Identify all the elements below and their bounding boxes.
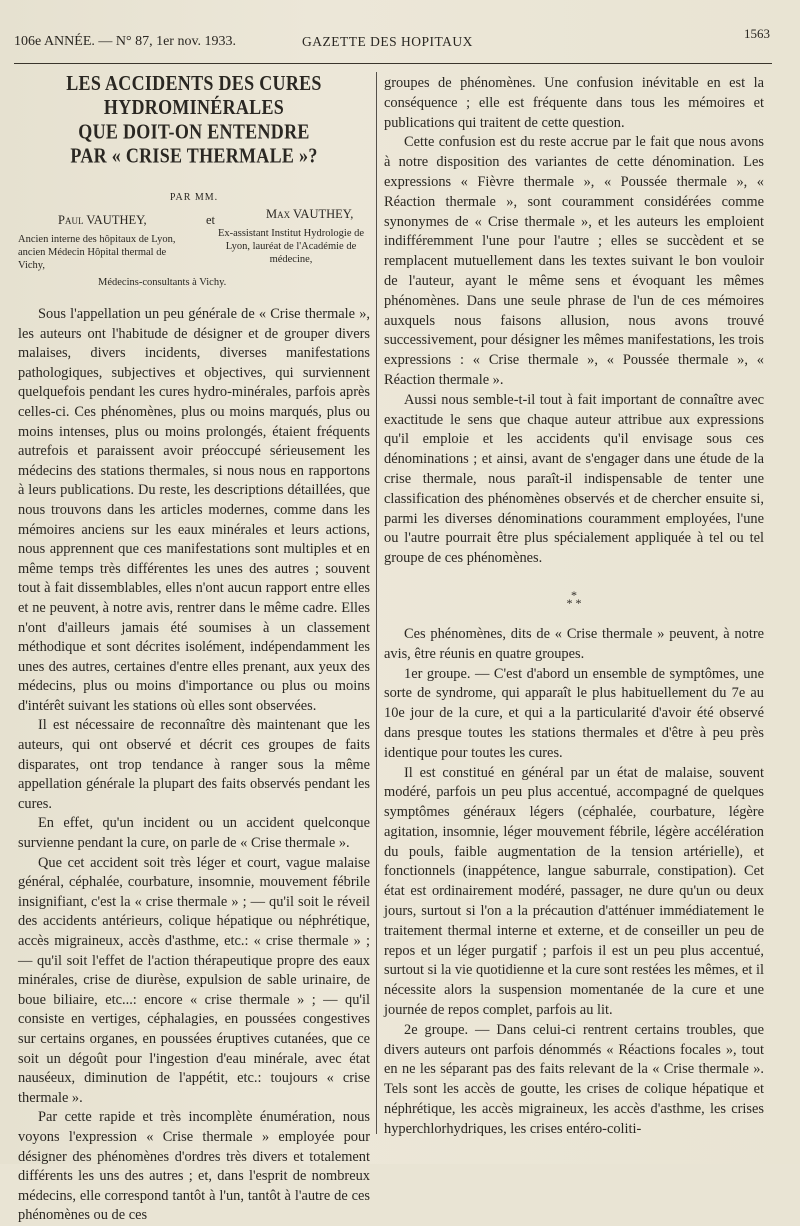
right-body bbox=[384, 74, 764, 1140]
paragraph: Ces phénomènes, dits de « Crise thermale » peuvent, à notre avis, être réunis en quatre groupes. bbox=[384, 625, 764, 662]
column-divider bbox=[376, 72, 377, 1134]
right-column bbox=[384, 74, 764, 1140]
author-2-credentials: Ex-assistant Institut Hydrologie de Lyon, lauréat de l'Académie de médecine, bbox=[217, 228, 365, 265]
title-line: LES ACCIDENTS DES CURES HYDROMINÉRALES bbox=[66, 71, 322, 119]
byline-prefix: PAR MM. bbox=[169, 192, 219, 203]
paragraph-continued: groupes de phénomènes. Une confusion inévitable en est la conséquence ; elle est fréquente dans tous les mémoires et publications qui traitent de cette question. bbox=[384, 75, 764, 131]
author-1-name: Paul VAUTHEY, bbox=[58, 213, 147, 227]
paragraph: 1er groupe. — C'est d'abord un ensemble de symptômes, une sorte de syndrome, qui apparaît le plus habituellement du 7e au 10e jour de la cure, et qui a la particularité d'avoir été observé dans presque toutes les stations thermales et d'être à peu près identique pour toutes les cures. bbox=[384, 665, 764, 761]
title-line: QUE DOIT-ON ENTENDRE bbox=[78, 120, 310, 143]
paragraph: Il est constitué en général par un état de malaise, souvent modéré, parfois un peu plus accentué, accompagné de quelques symptômes généraux légers (céphalée, courbature, légère agitation, insomnie, léger mouvement fébrile, légère accélération du pouls, faible augmentation de la tension artérielle), et fonctionnels (inappétence, langue saburrale, constipation). Cet état est ordinairement modéré, passager, ne dure qu'un ou deux jours, surtout si l'on a la précaution d'atténuer immédiatement le traitement thermal interne et externe, et de conseiller un peu de repos et un léger purgatif ; parfois il est un peu plus accentué, surtout si la vie quotidienne et la cure sont restées les mêmes, et il nécessite alors la suspension momentanée de la cure et une journée de repos complet, parfois au lit. bbox=[384, 764, 764, 1019]
section-separator bbox=[384, 587, 764, 610]
authors-consultants: Médecins-consultants à Vichy. bbox=[98, 277, 227, 288]
issue-info: 106e ANNÉE. — N° 87, 1er nov. 1933. bbox=[14, 34, 237, 49]
author-1-credentials: Ancien interne des hôpitaux de Lyon, ancien Médecin Hôpital thermal de Vichy, bbox=[18, 234, 176, 271]
left-column bbox=[18, 71, 370, 1226]
author-2-name: Max VAUTHEY, bbox=[266, 207, 354, 221]
page-number: 1563 bbox=[744, 26, 770, 41]
header-rule bbox=[14, 63, 772, 64]
paragraph: En effet, qu'un incident ou un accident quelconque survienne pendant la cure, on parle de « Crise thermale ». bbox=[18, 815, 370, 852]
paragraph: Cette confusion est du reste accrue par le fait que nous avons à notre disposition des variantes de cette dénomination. Les expressions « Fièvre thermale », « Poussée thermale », « Réaction thermale », sont couramment considérées comme synonymes de « Crise thermale », et les auteurs les emploient indifféremment l'une pour l'autre ; elles se succèdent et se remplacent mutuellement dans les textes suivant le bon vouloir de l'auteur, ayant le même sens et évoquant les mêmes phénomènes. Dans une seule phrase de l'un de ces mémoires auxquels nous faisons allusion, nous avons trouvé successivement, pour désigner les mêmes manifestations, les trois expressions : « Crise thermale », « Poussée thermale », « Réaction thermale ». bbox=[384, 134, 764, 388]
author-conjunction: et bbox=[206, 213, 216, 227]
title-line: PAR « CRISE THERMALE »? bbox=[70, 144, 318, 168]
paragraph: Par cette rapide et très incomplète énumération, nous voyons l'expression « Crise thermale » employée pour désigner des phénomènes d'ordres très divers et totalement différents les uns des autres ; et, dans l'esprit de nombreux médecins, elle correspond tantôt à l'un, tantôt à l'autre de ces phénomènes ou de ces bbox=[18, 1109, 370, 1224]
left-body bbox=[18, 305, 370, 1226]
authors-block bbox=[18, 207, 370, 305]
publication-name: GAZETTE DES HOPITAUX bbox=[302, 34, 473, 49]
paragraph: Aussi nous semble-t-il tout à fait important de connaître avec exactitude le sens que chaque auteur attribue aux expressions qu'il emploie et les accidents qu'il envisage sous ces dénominations ; et ainsi, avant de s'engager dans une étude de la crise thermale, nous paraît-il indispensable de tenter une classification des phénomènes observés et de chercher ensuite si, parmi les diverses dénominations couramment employées, l'une ou l'autre pourrait être plus spécialement appliquée à tel ou tel groupe de ces phénomènes. bbox=[384, 391, 764, 567]
article-title bbox=[18, 72, 370, 169]
paragraph: Sous l'appellation un peu générale de « Crise thermale », les auteurs ont l'habitude de désigner et de grouper divers malaises, divers incidents, diverses manifestations pathologiques, subjectives et objectives, qui surviennent quelquefois pendant les cures hydro-minérales, parfois après celles-ci. Ces phénomènes, plus ou moins marqués, plus ou moins intenses, plus ou moins prolongés, étaient fréquents autrefois et paraissent avoir préoccupé sérieusement les médecins des stations thermales, si nous nous en rapportons à leurs publications. Du reste, les descriptions détaillées, que nous trouvons dans les articles modernes, comme dans les mémoires anciens sur les eaux minérales et leurs actions, nous apprennent que ces manifestations sont multiples et en même temps très différentes les unes des autres ; souvent tout à fait dissemblables, elles n'ont aucun rapport entre elles et ne peuvent, à notre avis, rentrer dans le même cadre. Elles n'ont d'ailleurs jamais été soumises à un classement méthodique et sont décrites isolément, indépendamment les unes des autres, certaines d'entre elles prenant, aux yeux des médecins, plus ou moins d'importance ou plus ou moins d'intérêt suivant les stations où elles sont observées. bbox=[18, 306, 370, 714]
separator-asterisks: * * * bbox=[566, 587, 582, 610]
paragraph: Que cet accident soit très léger et court, vague malaise général, céphalée, courbature, insomnie, mouvement fébrile insignifiant, c'est la « crise thermale » ; — qu'il soit le réveil des accidents antérieurs, colique hépatique ou néphrétique, accès migraineux, accès d'asthme, etc.: « crise thermale » ; — qu'il soit l'effet de l'action thérapeutique propre des eaux minérales, crise de diurèse, expulsion de sable urinaire, de boue biliaire, etc...: encore « crise thermale » ; — qu'il consiste en vertiges, céphalagies, en poussées congestives sur certains organes, en poussées éruptives cutanées, que ce soit un dégoût pour l'ingestion d'eau minérale, avec état nauséeux, diminution de l'appétit, etc.: toujours « crise thermale ». bbox=[18, 854, 370, 1106]
paragraph: Il est nécessaire de reconnaître dès maintenant que les auteurs, qui ont observé et décrit ces groupes de faits disparates, ont trop tendance à ranger sous la même appellation générale la plupart des faits observés pendant les cures. bbox=[18, 717, 370, 812]
page-header bbox=[14, 26, 770, 56]
paragraph: 2e groupe. — Dans celui-ci rentrent certains troubles, que divers auteurs ont parfois dénommés « Réactions focales », tout en ne les séparant pas des faits relevant de la « Crise thermale ». Tels sont les accès de goutte, les crises de colique hépatique et néphrétique, les accès migraineux, les accès d'asthme, les crises hyperchlorhydriques, les crises entéro-coliti- bbox=[384, 1021, 764, 1137]
